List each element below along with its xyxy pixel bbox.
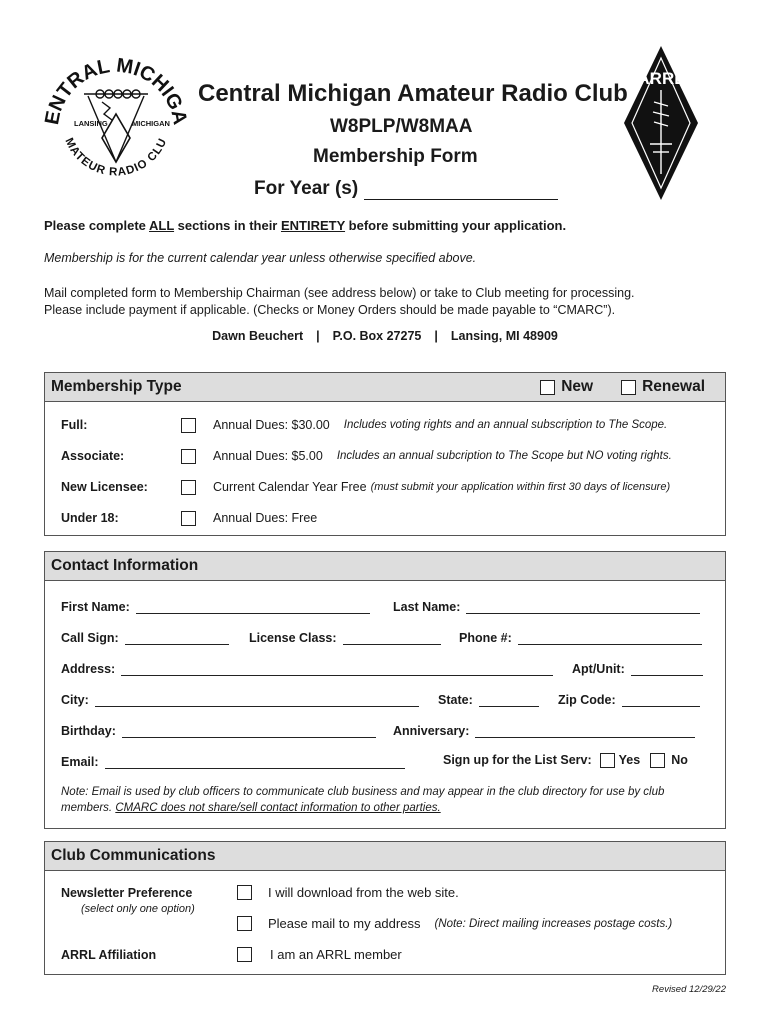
instruction-all: ALL	[149, 218, 175, 233]
instruction-text: Please complete	[44, 218, 150, 233]
newsletter-sub-label: (select only one option)	[81, 903, 195, 915]
apt-field[interactable]	[572, 658, 703, 676]
first-name-field[interactable]	[61, 596, 370, 614]
arrl-member-checkbox[interactable]	[237, 947, 252, 962]
logo-bottom-text: MATEUR RADIO CLU	[62, 136, 170, 179]
contact-header	[45, 552, 725, 581]
arrl-member-option[interactable]	[237, 947, 402, 962]
mailing-address	[44, 329, 726, 343]
arrl-logo	[622, 44, 700, 202]
instruction-text: before submitting your application.	[345, 218, 567, 233]
license-class-input[interactable]	[343, 631, 441, 645]
email-field[interactable]	[61, 751, 405, 769]
phone-field[interactable]	[459, 627, 702, 645]
email-input[interactable]	[105, 755, 405, 769]
new-label: New	[561, 378, 594, 395]
logo-left-word: LANSING	[74, 119, 108, 128]
address-box: P.O. Box 27275	[332, 329, 422, 343]
email-note-privacy: CMARC does not share/sell contact information to other parties.	[115, 802, 441, 814]
address-input[interactable]	[121, 662, 553, 676]
download-checkbox[interactable]	[237, 885, 252, 900]
first-name-label: First Name:	[61, 600, 130, 614]
membership-dues: Current Calendar Year Free	[213, 480, 367, 494]
instruction-calendar-year: Membership is for the current calendar year unless otherwise specified above.	[44, 251, 477, 265]
revision-date: Revised 12/29/22	[652, 984, 726, 995]
membership-label: New Licensee:	[61, 480, 148, 494]
year-label: For Year (s)	[254, 178, 359, 199]
address-name: Dawn Beuchert	[212, 329, 304, 343]
renewal-checkbox[interactable]	[621, 380, 636, 395]
city-input[interactable]	[95, 693, 419, 707]
club-logo	[40, 44, 192, 196]
last-name-input[interactable]	[466, 600, 700, 614]
state-label: State:	[438, 693, 473, 707]
last-name-label: Last Name:	[393, 600, 461, 614]
arrl-member-label: I am an ARRL member	[270, 947, 402, 962]
membership-label: Associate:	[61, 449, 125, 463]
full-checkbox[interactable]	[181, 418, 196, 433]
communications-header	[45, 842, 725, 871]
membership-dues: Annual Dues: $5.00	[213, 449, 323, 463]
membership-header	[45, 373, 725, 402]
membership-row-full	[61, 416, 668, 434]
newsletter-label: Newsletter Preference	[61, 886, 193, 900]
contact-row-license	[61, 627, 709, 645]
call-sign-input[interactable]	[125, 631, 229, 645]
communications-heading: Club Communications	[51, 847, 216, 864]
associate-checkbox[interactable]	[181, 449, 196, 464]
instruction-entirety: ENTIRETY	[280, 218, 346, 233]
membership-label: Full:	[61, 418, 88, 432]
contact-row-city	[61, 689, 709, 707]
address-separator: |	[316, 329, 320, 343]
renewal-option[interactable]	[621, 378, 705, 396]
city-label: City:	[61, 693, 89, 707]
birthday-field[interactable]	[61, 720, 376, 738]
contact-section	[44, 551, 726, 829]
list-serv-label: Sign up for the List Serv:	[443, 753, 592, 767]
year-input[interactable]	[364, 180, 558, 200]
instruction-mail-line2: Please include payment if applicable. (Checks or Money Orders should be made payable to “CMARC”).	[44, 303, 616, 317]
membership-row-new-licensee	[61, 478, 671, 496]
list-serv-yes-checkbox[interactable]	[600, 753, 615, 768]
first-name-input[interactable]	[136, 600, 370, 614]
address-city: Lansing, MI 48909	[450, 329, 558, 343]
license-class-field[interactable]	[249, 627, 441, 645]
download-label: I will download from the web site.	[268, 885, 459, 900]
address-field[interactable]	[61, 658, 553, 676]
logo-right-word: MICHIGAN	[132, 119, 170, 128]
address-label: Address:	[61, 662, 116, 676]
phone-label: Phone #:	[459, 631, 512, 645]
instruction-complete	[44, 218, 566, 233]
instruction-mail	[44, 285, 635, 319]
newsletter-option-download[interactable]	[237, 885, 459, 900]
anniversary-field[interactable]	[393, 720, 695, 738]
membership-dues: Annual Dues: Free	[213, 511, 318, 525]
apt-label: Apt/Unit:	[572, 662, 625, 676]
email-label: Email:	[61, 755, 99, 769]
state-field[interactable]	[438, 689, 539, 707]
license-class-label: License Class:	[249, 631, 337, 645]
email-note-line2: members.	[61, 802, 116, 814]
membership-heading: Membership Type	[51, 378, 182, 395]
call-sign-field[interactable]	[61, 627, 229, 645]
membership-note: (must submit your application within first 30 days of licensure)	[370, 481, 671, 493]
zip-field[interactable]	[558, 689, 700, 707]
address-separator: |	[434, 329, 438, 343]
membership-label: Under 18:	[61, 511, 119, 525]
year-row	[254, 178, 558, 200]
membership-note: Includes an annual subcription to The Scope but NO voting rights.	[336, 450, 672, 462]
list-serv-yes-label: Yes	[618, 753, 641, 767]
state-input[interactable]	[479, 693, 539, 707]
city-field[interactable]	[61, 689, 419, 707]
logo-arc-text: ENTRAL MICHIGA	[41, 54, 191, 127]
zip-input[interactable]	[622, 693, 700, 707]
membership-dues: Annual Dues: $30.00	[213, 418, 330, 432]
mail-label: Please mail to my address	[268, 916, 421, 931]
email-note-line1: Note: Email is used by club officers to communicate club business and may appear in the club directory for use by club	[61, 786, 665, 798]
list-serv-no-checkbox[interactable]	[650, 753, 665, 768]
membership-row-associate	[61, 447, 672, 465]
form-name: Membership Form	[313, 146, 478, 167]
instruction-mail-line1: Mail completed form to Membership Chairman (see address below) or take to Club meeting for processing.	[44, 286, 635, 300]
mail-checkbox[interactable]	[237, 916, 252, 931]
arrl-logo-text: ARRL	[637, 69, 685, 88]
membership-row-under-18	[61, 509, 318, 527]
anniversary-input[interactable]	[475, 724, 695, 738]
membership-note: Includes voting rights and an annual subscription to The Scope.	[343, 419, 668, 431]
birthday-label: Birthday:	[61, 724, 116, 738]
newsletter-option-mail[interactable]	[237, 916, 672, 931]
new-checkbox[interactable]	[540, 380, 555, 395]
anniversary-label: Anniversary:	[393, 724, 470, 738]
under-18-checkbox[interactable]	[181, 511, 196, 526]
phone-input[interactable]	[518, 631, 702, 645]
instruction-text: sections in their	[174, 218, 281, 233]
contact-heading: Contact Information	[51, 557, 199, 574]
zip-label: Zip Code:	[558, 693, 616, 707]
contact-row-dates	[61, 720, 709, 738]
email-note	[61, 784, 709, 816]
call-sign-label: Call Sign:	[61, 631, 119, 645]
contact-row-address	[61, 658, 709, 676]
contact-row-email	[61, 751, 709, 769]
arrl-affiliation-label: ARRL Affiliation	[61, 948, 157, 962]
list-serv-field	[443, 751, 688, 769]
last-name-field[interactable]	[393, 596, 700, 614]
contact-row-name	[61, 596, 709, 614]
list-serv-no-label: No	[671, 753, 688, 767]
birthday-input[interactable]	[122, 724, 376, 738]
new-option[interactable]	[540, 378, 593, 396]
club-title: Central Michigan Amateur Radio Club	[198, 80, 628, 107]
apt-input[interactable]	[631, 662, 703, 676]
new-licensee-checkbox[interactable]	[181, 480, 196, 495]
membership-section	[44, 372, 726, 536]
communications-section	[44, 841, 726, 975]
mail-note: (Note: Direct mailing increases postage costs.)	[434, 917, 673, 930]
club-callsigns: W8PLP/W8MAA	[330, 116, 473, 137]
renewal-label: Renewal	[642, 378, 705, 395]
